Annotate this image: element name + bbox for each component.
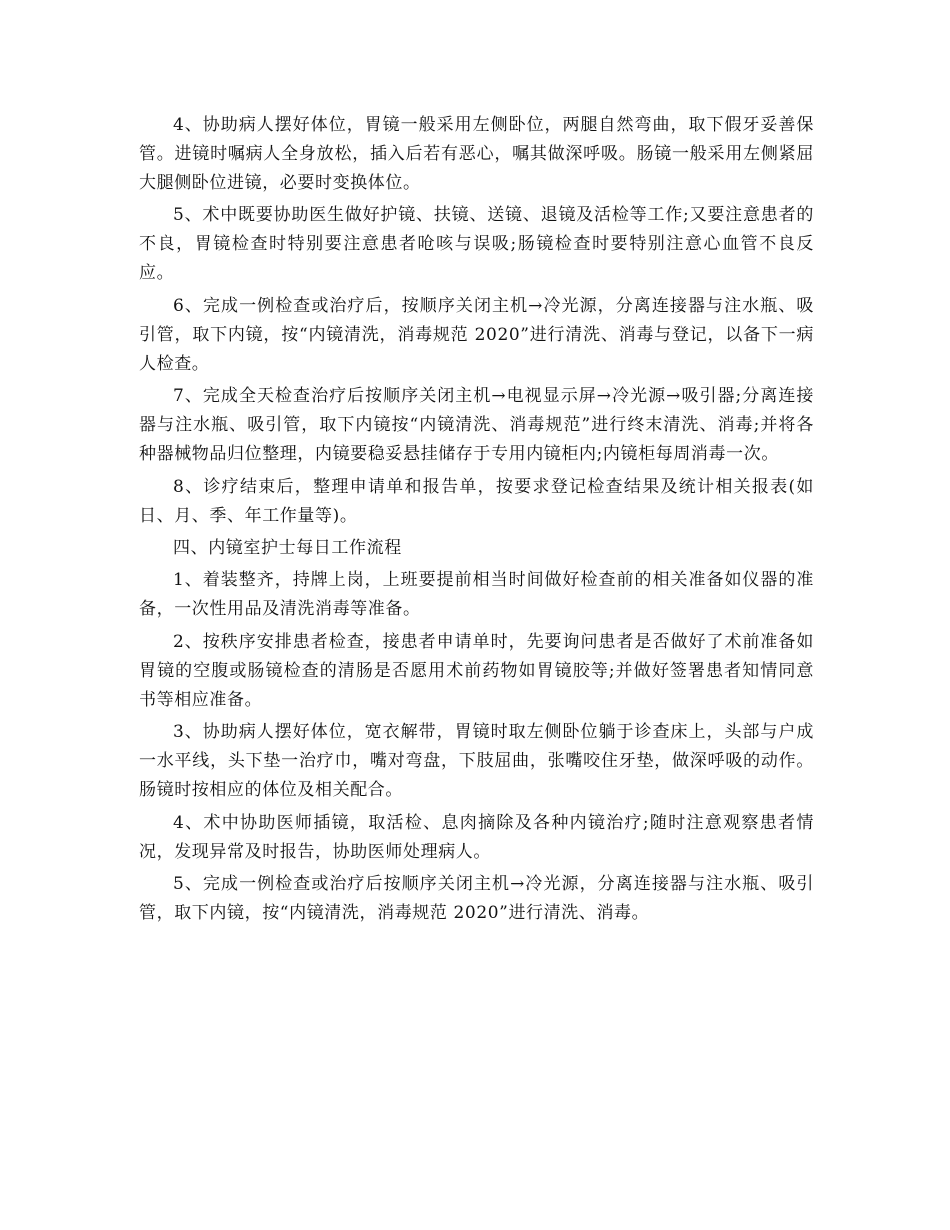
document-page (139, 111, 814, 931)
paragraph-daily-step-4: 4、术中协助医师插镜，取活检、息肉摘除及各种内镜治疗;随时注意观察患者情况，发现异常及时报告，协助医师处理病人。 (139, 812, 814, 862)
paragraph-daily-step-1: 1、着装整齐，持牌上岗，上班要提前相当时间做好检查前的相关准备如仪器的准备，一次性用品及清洗消毒等准备。 (139, 570, 814, 620)
paragraph-step-5-assist: 5、术中既要协助医生做好护镜、扶镜、送镜、退镜及活检等工作;又要注意患者的不良，胃镜检查时特别要注意患者呛咳与误吸;肠镜检查时要特别注意心血管不良反应。 (139, 205, 814, 284)
paragraph-step-8-records: 8、诊疗结束后，整理申请单和报告单，按要求登记检查结果及统计相关报表(如日、月、季、年工作量等)。 (139, 476, 814, 526)
paragraph-step-4-positioning: 4、协助病人摆好体位，胃镜一般采用左侧卧位，两腿自然弯曲，取下假牙妥善保管。进镜时嘱病人全身放松，插入后若有恶心，嘱其做深呼吸。肠镜一般采用左侧紧屈大腿侧卧位进镜，必要时变换体位。 (139, 115, 814, 193)
section-heading-daily-workflow: 四、内镜室护士每日工作流程 (173, 537, 402, 558)
paragraph-step-6-after-exam: 6、完成一例检查或治疗后，按顺序关闭主机→冷光源，分离连接器与注水瓶、吸引管，取下内镜，按“内镜清洗，消毒规范 2020”进行清洗、消毒与登记，以备下一病人检查。 (139, 295, 814, 374)
paragraph-daily-step-3: 3、协助病人摆好体位，宽衣解带，胃镜时取左侧卧位躺于诊查床上，头部与户成一水平线，头下垫一治疗巾，嘴对弯盘，下肢屈曲，张嘴咬住牙垫，做深呼吸的动作。肠镜时按相应的体位及相关配合。 (139, 722, 814, 801)
paragraph-daily-step-5: 5、完成一例检查或治疗后按顺序关闭主机→冷光源，分离连接器与注水瓶、吸引管，取下内镜，按“内镜清洗，消毒规范 2020”进行清洗、消毒。 (139, 873, 814, 923)
paragraph-daily-step-2: 2、按秩序安排患者检查，接患者申请单时，先要询问患者是否做好了术前准备如胃镜的空腹或肠镜检查的清肠是否愿用术前药物如胃镜胶等;并做好签署患者知情同意书等相应准备。 (139, 631, 814, 710)
paragraph-step-7-end-of-day: 7、完成全天检查治疗后按顺序关闭主机→电视显示屏→冷光源→吸引器;分离连接器与注水瓶、吸引管，取下内镜按“内镜清洗、消毒规范”进行终末清洗、消毒;并将各种器械物品归位整理，内镜要稳妥悬挂储存于专用内镜柜内;内镜柜每周消毒一次。 (139, 386, 814, 465)
